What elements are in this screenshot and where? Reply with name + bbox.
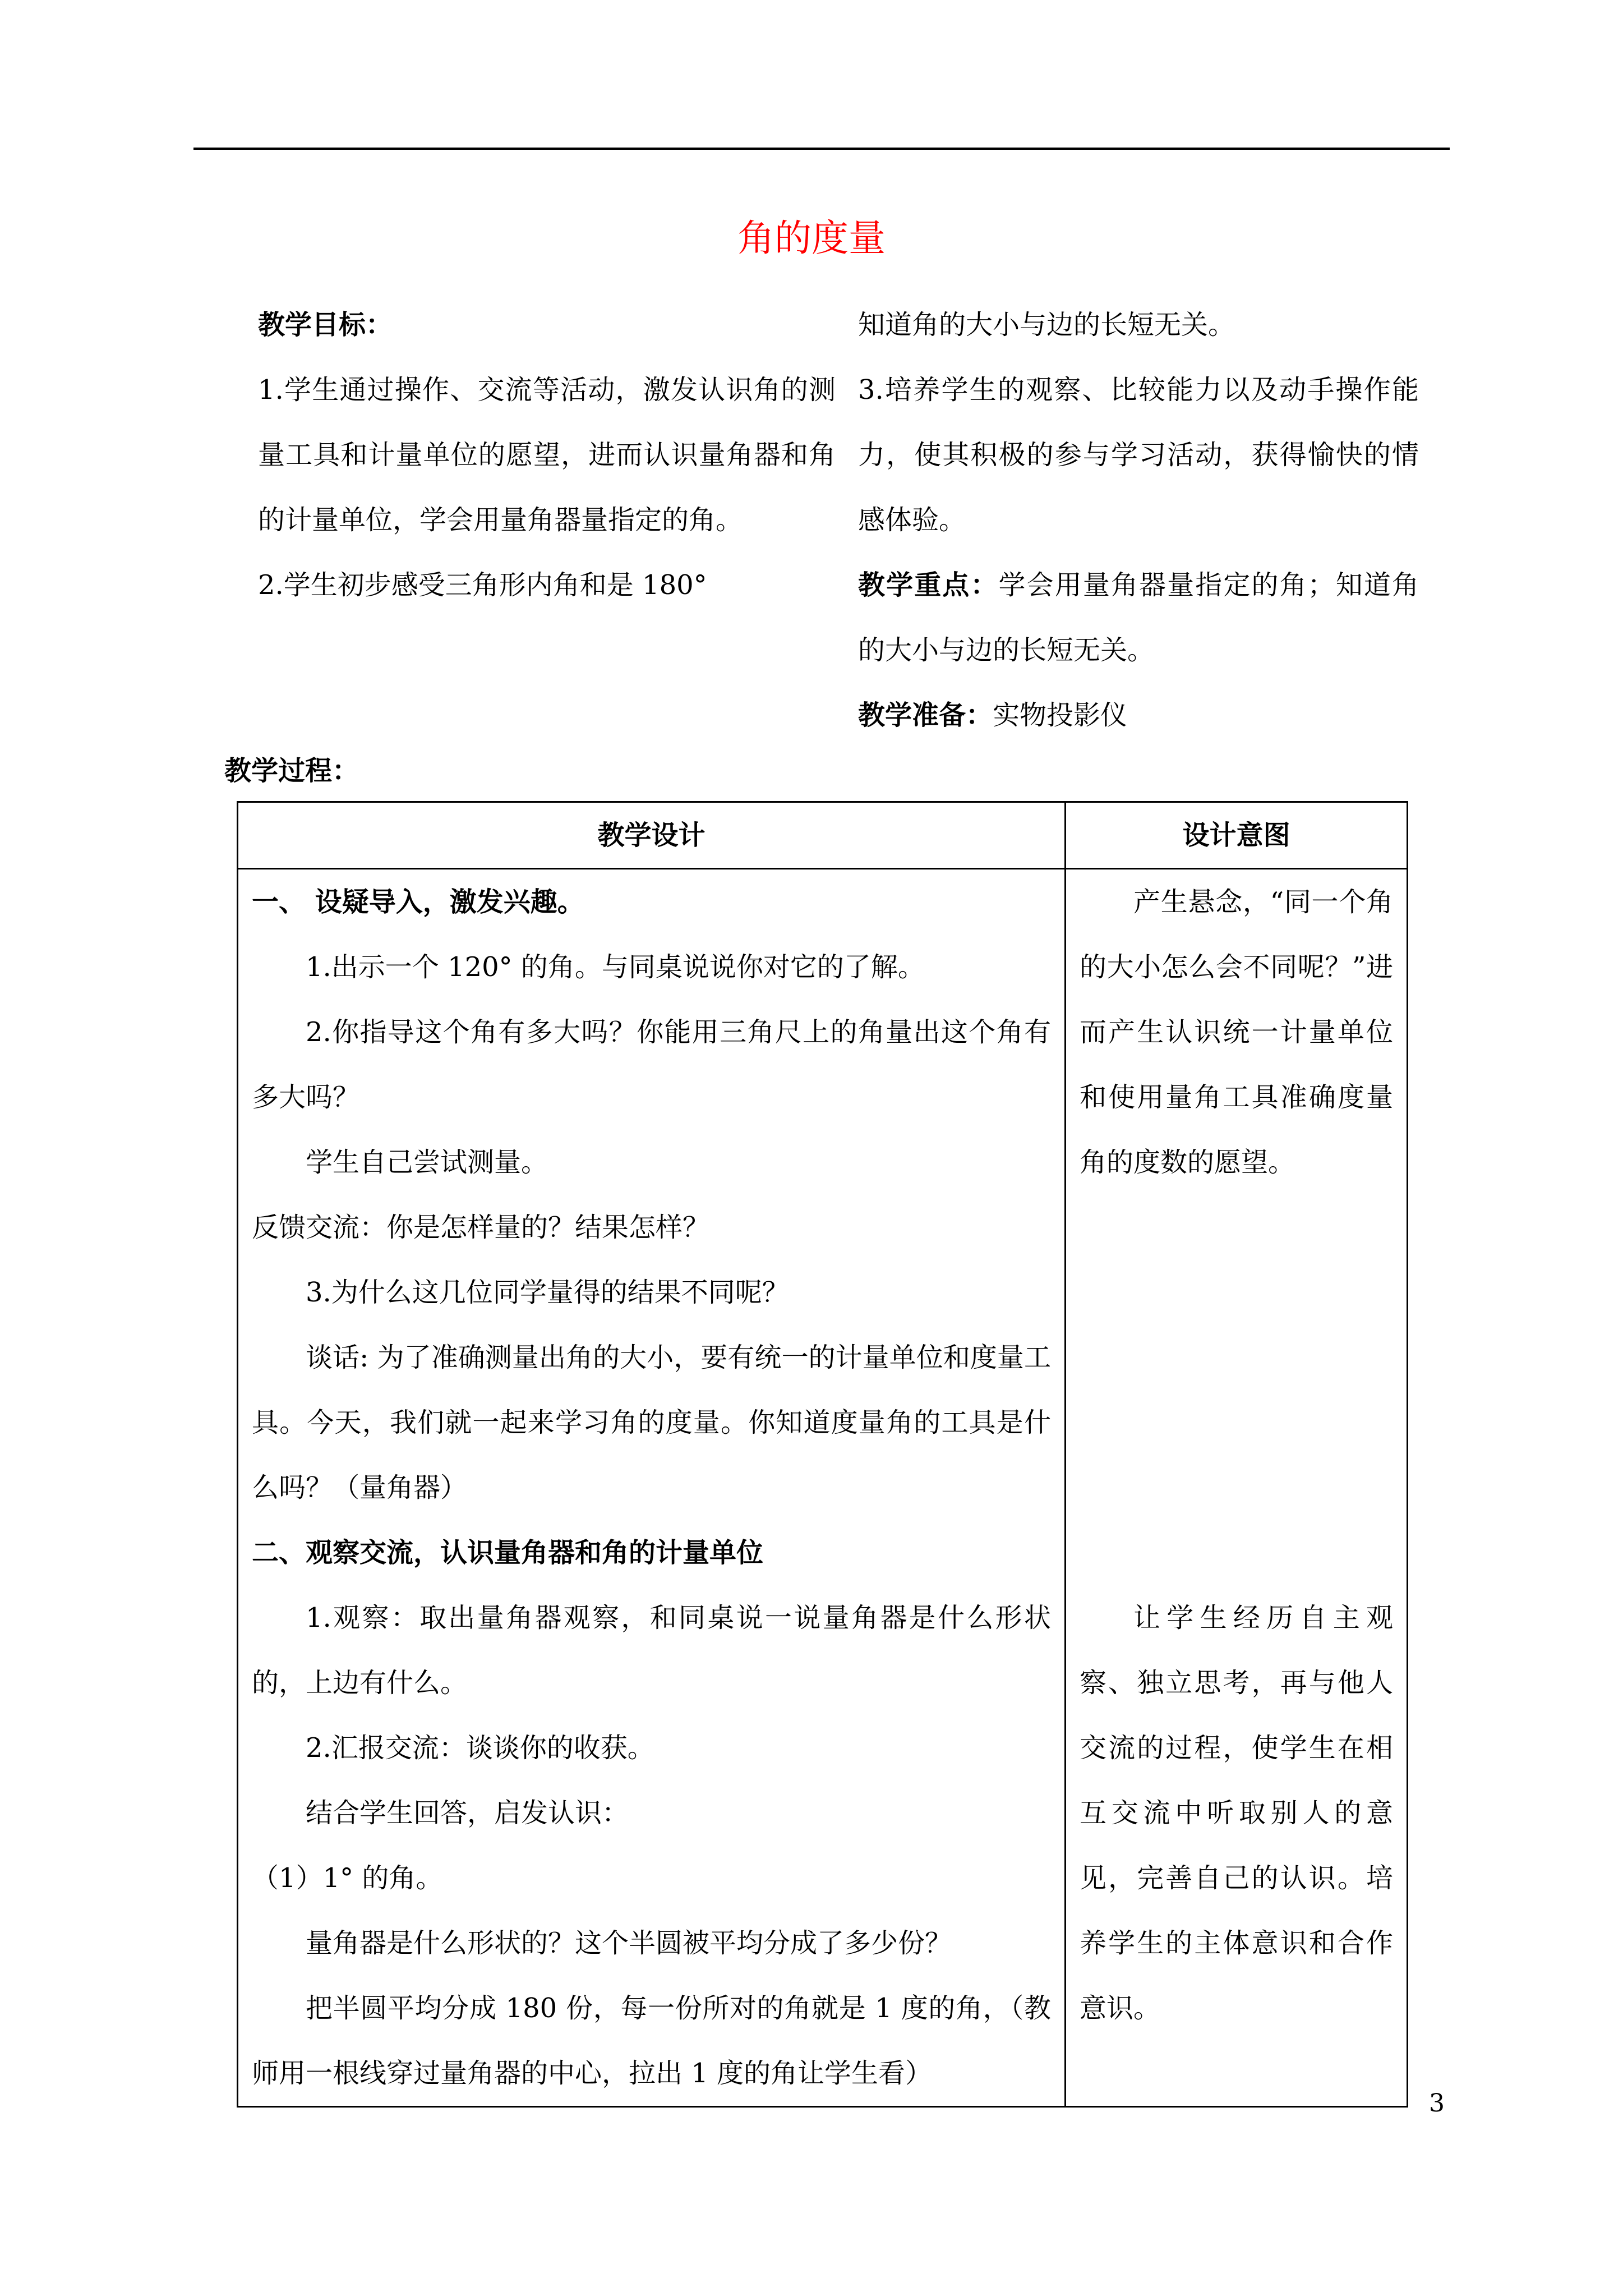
objective-item-2-end: 知道角的大小与边的长短无关。 <box>858 309 1235 341</box>
table-body-row <box>238 869 1408 2107</box>
table-header-row <box>238 802 1408 869</box>
design-line: 反馈交流：你是怎样量的？结果怎样？ <box>252 1212 710 1243</box>
header-intent: 设计意图 <box>1066 802 1408 869</box>
design-line: 量角器是什么形状的？这个半圆被平均分成了多少份？ <box>306 1927 952 1959</box>
intent-cell <box>1066 869 1408 2107</box>
objective-item-2-start: 2.学生初步感受三角形内角和是 180° <box>258 569 707 601</box>
key-point <box>858 553 1419 683</box>
design-line: 结合学生回答，启发认识： <box>306 1797 629 1829</box>
intent-paragraph-1: 产生悬念，“同一个角的大小怎么会不同呢？”进而产生认识统一计量单位和使用量角工具准确度量角的度数的愿望。 <box>1080 886 1393 1178</box>
design-line: （1）1° 的角。 <box>252 1862 443 1894</box>
section-1-heading: 一、 设疑导入，激发兴趣。 <box>252 886 584 918</box>
preparation-text: 实物投影仪 <box>993 700 1128 731</box>
preparation <box>858 683 1419 748</box>
objective-item-3: 3.培养学生的观察、比较能力以及动手操作能力，使其积极的参与学习活动，获得愉快的情感体验。 <box>858 374 1419 536</box>
objectives-label: 教学目标： <box>258 309 393 341</box>
page-number: 3 <box>1429 2089 1445 2118</box>
key-point-text: 学会用量角器量指定的角；知道角的大小与边的长短无关。 <box>858 569 1419 666</box>
design-line: 1.出示一个 120° 的角。与同桌说说你对它的了解。 <box>306 951 925 983</box>
design-cell <box>238 869 1066 2107</box>
header-rule <box>193 148 1450 150</box>
document-title: 角的度量 <box>737 217 886 260</box>
objectives-left-column <box>258 292 836 618</box>
objective-item-1: 1.学生通过操作、交流等活动，激发认识角的测量工具和计量单位的愿望，进而认识量角器和角的计量单位，学会用量角器量指定的角。 <box>258 374 836 536</box>
design-line: 把半圆平均分成 180 份，每一份所对的角就是 1 度的角，（教师用一根线穿过量角器的中心，拉出 1 度的角让学生看） <box>252 1993 1051 2089</box>
objectives-right-column <box>858 292 1419 748</box>
design-line: 1.观察：取出量角器观察，和同桌说一说量角器是什么形状的，上边有什么。 <box>252 1602 1051 1699</box>
design-line: 2.汇报交流：谈谈你的收获。 <box>306 1732 654 1764</box>
design-line: 3.为什么这几位同学量得的结果不同呢？ <box>306 1277 789 1308</box>
design-line: 2.你指导这个角有多大吗？你能用三角尺上的角量出这个角有多大吗？ <box>252 1016 1051 1113</box>
design-line: 学生自己尝试测量。 <box>306 1147 548 1178</box>
preparation-label: 教学准备： <box>858 700 993 731</box>
header-design: 教学设计 <box>238 802 1066 869</box>
intent-paragraph-2: 让学生经历自主观察、独立思考，再与他人交流的过程，使学生在相互交流中听取别人的意见，完善自己的认识。培养学生的主体意识和合作意识。 <box>1080 1602 1393 2024</box>
lesson-table <box>237 801 1408 2108</box>
intent-spacer <box>1080 1195 1393 1585</box>
design-line: 谈话: 为了准确测量出角的大小，要有统一的计量单位和度量工具。今天，我们就一起来学习角的度量。你知道度量角的工具是什么吗？（量角器） <box>252 1342 1051 1503</box>
section-2-heading: 二、观察交流，认识量角器和角的计量单位 <box>252 1537 764 1568</box>
process-label: 教学过程： <box>224 755 359 786</box>
key-point-label: 教学重点： <box>858 569 999 601</box>
